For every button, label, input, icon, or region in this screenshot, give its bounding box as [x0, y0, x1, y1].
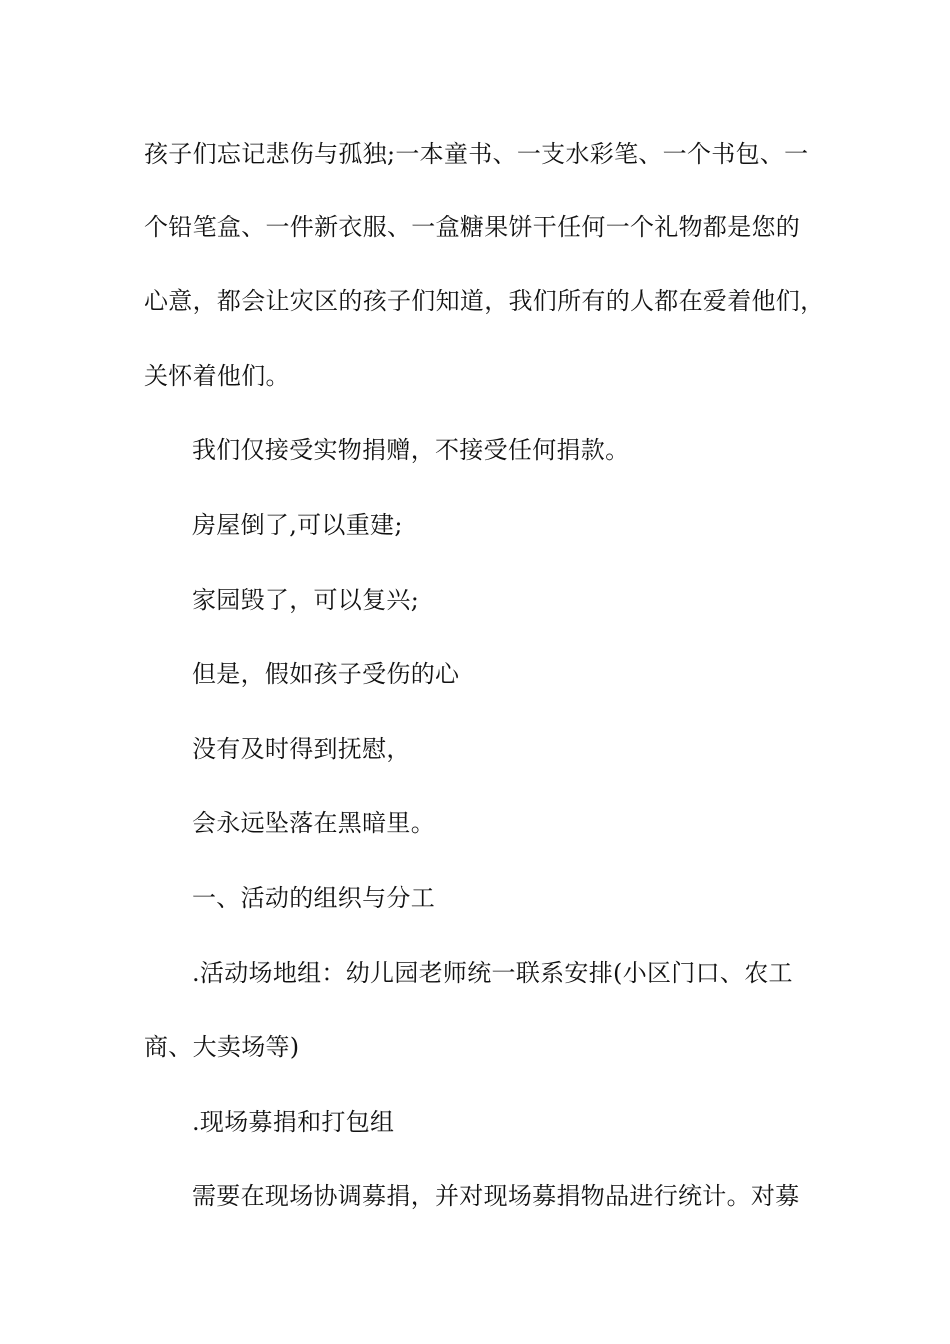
body-text-line: 心意，都会让灾区的孩子们知道，我们所有的人都在爱着他们， [144, 287, 825, 315]
body-text-line: 商、大卖场等) [144, 1033, 300, 1061]
poem-line: 没有及时得到抚慰， [192, 735, 411, 763]
subsection-heading: .现场募捐和打包组 [192, 1108, 395, 1136]
section-heading: 一、活动的组织与分工 [192, 884, 435, 912]
poem-line: 家园毁了，可以复兴; [192, 586, 420, 614]
paragraph-line: 我们仅接受实物捐赠，不接受任何捐款。 [192, 436, 630, 464]
poem-line: 但是，假如孩子受伤的心 [192, 660, 460, 688]
body-text-line: 关怀着他们。 [144, 362, 290, 390]
poem-line: 房屋倒了,可以重建; [192, 511, 403, 539]
paragraph-line: .活动场地组：幼儿园老师统一联系安排(小区门口、农工 [192, 959, 793, 987]
body-text-line: 个铅笔盒、一件新衣服、一盒糖果饼干任何一个礼物都是您的 [144, 213, 801, 241]
body-text-line: 孩子们忘记悲伤与孤独;一本童书、一支水彩笔、一个书包、一 [144, 140, 809, 168]
poem-line: 会永远坠落在黑暗里。 [192, 809, 435, 837]
paragraph-line: 需要在现场协调募捐，并对现场募捐物品进行统计。对募 [192, 1182, 800, 1210]
